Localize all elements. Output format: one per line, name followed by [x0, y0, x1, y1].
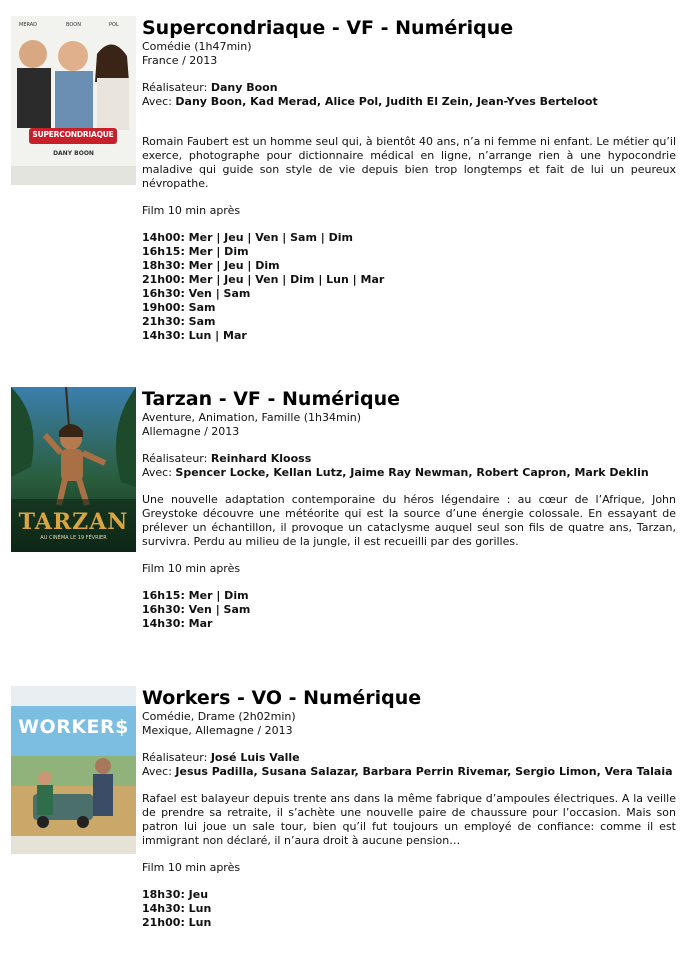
poster-logo: TARZAN	[18, 509, 129, 535]
film-director	[142, 751, 676, 765]
showtime: 16h15: Mer | Dim	[142, 589, 249, 602]
film-note: Film 10 min après	[142, 204, 241, 217]
film-synopsis: Une nouvelle adaptation contemporaine du héros légendaire : au cœur de l’Afrique, John Greystoke découvre une météorite qui est la source d’une énergie colossale. En essayant de prélever un échantillon, il provoque un cataclysme auquel seul son fils de quatre ans, Tarzan, survivra. Perdu au milieu de la jungle, il est recueilli par des gorilles.	[142, 493, 676, 548]
poster-release: AU CINÉMA LE 19 FÉVRIER	[40, 535, 107, 541]
film-synopsis: Romain Faubert est un homme seul qui, à bientôt 40 ans, n’a ni femme ni enfant. Le métier qu’il exerce, photographe pour dictionnaire médical en ligne, n’arrange rien à une hypocondrie maladive qui guide son style de vie depuis bien trop longtemps et fait de lui un peureux névropathe.	[142, 135, 676, 190]
showtime: 14h30: Lun | Mar	[142, 329, 247, 342]
film-genre: Comédie (1h47min)	[142, 40, 252, 53]
showtime: 16h15: Mer | Dim	[142, 245, 249, 258]
showtimes-list	[142, 888, 676, 930]
director-name: Dany Boon	[210, 81, 278, 94]
poster-logo: WORKER$	[18, 716, 129, 738]
showtime: 21h00: Mer | Jeu | Ven | Dim | Lun | Mar	[142, 273, 385, 286]
director-name: Reinhard Klooss	[210, 452, 312, 465]
showtime: 18h30: Jeu	[142, 888, 209, 901]
showtime: 21h00: Lun	[142, 916, 212, 929]
film-title: Tarzan - VF - Numérique	[142, 388, 401, 410]
movie-poster: MERAD BOON POL SUPERCONDRIAQUE DANY BOON	[11, 16, 136, 185]
film-info	[142, 387, 676, 631]
cast-label: Avec:	[142, 466, 176, 479]
showtime: 18h30: Mer | Jeu | Dim	[142, 259, 280, 272]
cast-names: Jesus Padilla, Susana Salazar, Barbara Perrin Rivemar, Sergio Limon, Vera Talaia	[175, 765, 673, 778]
film-info	[142, 16, 676, 343]
cast-label: Avec:	[142, 765, 176, 778]
director-name: José Luis Valle	[210, 751, 300, 764]
showtime: 21h30: Sam	[142, 315, 216, 328]
cast-names: Dany Boon, Kad Merad, Alice Pol, Judith El Zein, Jean-Yves Berteloot	[175, 95, 598, 108]
movie-poster	[11, 387, 136, 556]
cast-label: Avec:	[142, 95, 176, 108]
showtime: 14h30: Lun	[142, 902, 212, 915]
poster-credit: DANY BOON	[53, 150, 94, 157]
film-genre: Aventure, Animation, Famille (1h34min)	[142, 411, 362, 424]
showtime: 14h00: Mer | Jeu | Ven | Sam | Dim	[142, 231, 353, 244]
film-info	[142, 686, 676, 930]
film-synopsis: Rafael est balayeur depuis trente ans dans la même fabrique d’ampoules électriques. A la veille de prendre sa retraite, il s’achète une nouvelle paire de chaussure pour l’occasion. Mais son patron lui joue un sale tour, bien qu’il fut toujours un employé de confiance: comme il est immigrant non déclaré, il n’aura droit à aucune pension…	[142, 792, 676, 847]
film-genre: Comédie, Drame (2h02min)	[142, 710, 296, 723]
director-label: Réalisateur:	[142, 751, 211, 764]
showtimes-list	[142, 231, 676, 343]
film-title: Workers - VO - Numérique	[142, 687, 422, 709]
poster-art	[11, 16, 136, 185]
director-label: Réalisateur:	[142, 81, 211, 94]
film-cast	[142, 95, 676, 109]
film-director	[142, 81, 676, 95]
showtime: 16h30: Ven | Sam	[142, 287, 251, 300]
film-note: Film 10 min après	[142, 861, 241, 874]
film-cast	[142, 765, 676, 779]
director-label: Réalisateur:	[142, 452, 211, 465]
film-director	[142, 452, 676, 466]
film-title: Supercondriaque - VF - Numérique	[142, 17, 514, 39]
film-note: Film 10 min après	[142, 562, 241, 575]
movie-poster	[11, 686, 136, 854]
showtime: 16h30: Ven | Sam	[142, 603, 251, 616]
film-origin: Mexique, Allemagne / 2013	[142, 724, 293, 737]
cast-names: Spencer Locke, Kellan Lutz, Jaime Ray Newman, Robert Capron, Mark Deklin	[175, 466, 649, 479]
poster-art	[11, 686, 136, 854]
showtime: 14h30: Mar	[142, 617, 213, 630]
showtimes-list	[142, 589, 676, 631]
film-origin: France / 2013	[142, 54, 218, 67]
showtime: 19h00: Sam	[142, 301, 216, 314]
film-origin: Allemagne / 2013	[142, 425, 240, 438]
film-cast	[142, 466, 676, 480]
poster-logo: SUPERCONDRIAQUE	[32, 130, 114, 139]
